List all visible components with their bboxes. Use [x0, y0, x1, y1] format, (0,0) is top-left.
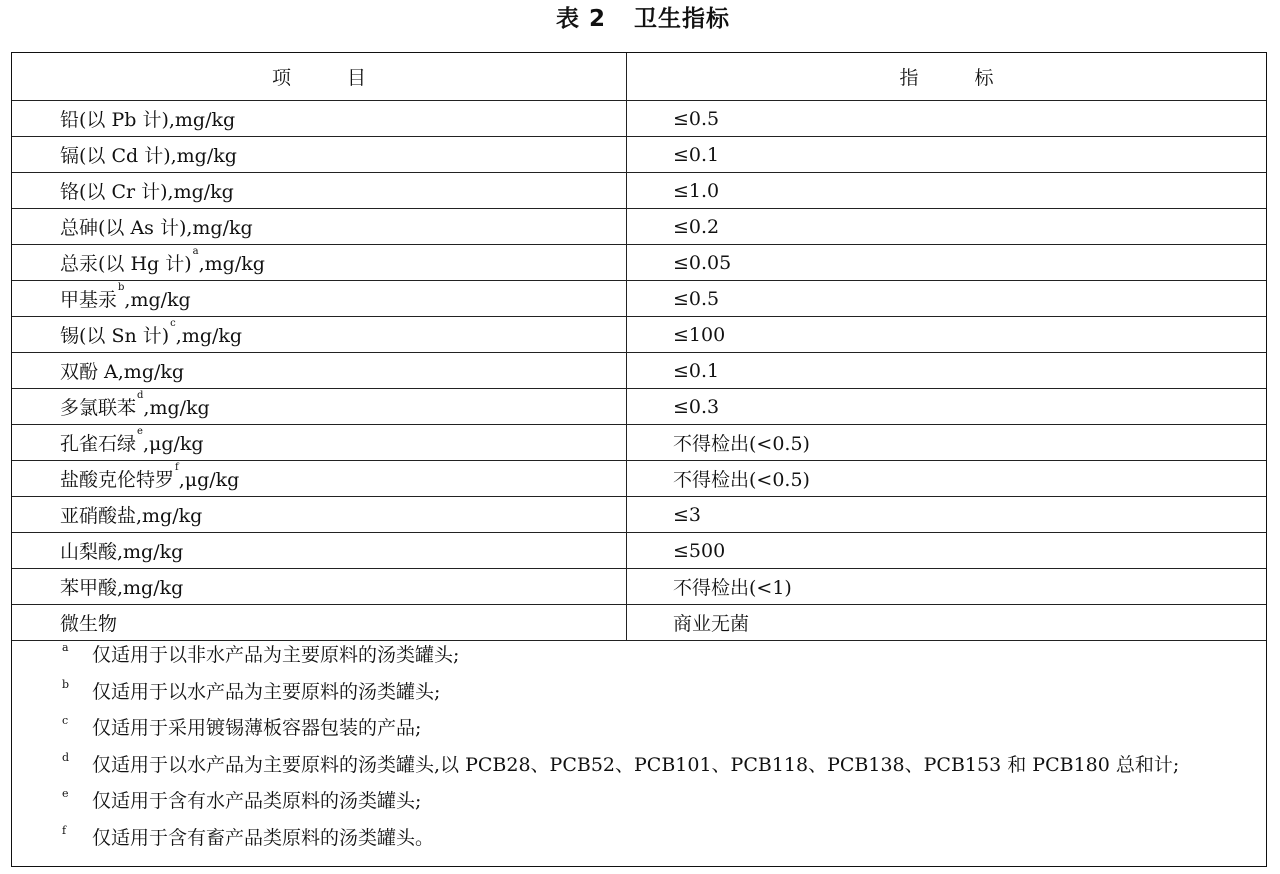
- footnote: [12, 747, 1266, 784]
- indicator-item: 双酚 A,mg/kg: [12, 353, 627, 389]
- footnote: [12, 783, 1266, 820]
- indicator-item: 甲基汞$^b$,mg/kg: [12, 281, 627, 317]
- footnote-mark: d: [62, 750, 70, 764]
- indicator-value: ≤100: [627, 317, 1267, 353]
- footnote-text: 仅适用于以水产品为主要原料的汤类罐头,以 PCB28、PCB52、PCB101、PCB118、PCB138、PCB153 和 PCB180 总和计;: [92, 753, 1180, 776]
- indicator-item: 锡(以 Sn 计)$^c$,mg/kg: [12, 317, 627, 353]
- indicator-value: ≤500: [627, 533, 1267, 569]
- footnote: [12, 637, 1266, 674]
- indicator-item: 总汞(以 Hg 计)$^a$,mg/kg: [12, 245, 627, 281]
- indicator-value: ≤3: [627, 497, 1267, 533]
- indicator-value: 不得检出(<1): [627, 569, 1267, 605]
- indicator-value: 不得检出(<0.5): [627, 425, 1267, 461]
- footnote-text: 仅适用于含有水产品类原料的汤类罐头;: [92, 790, 422, 812]
- footnote-mark: f: [62, 823, 67, 837]
- table-row: [12, 101, 1266, 137]
- footnote-text: 仅适用于以水产品为主要原料的汤类罐头;: [92, 680, 441, 703]
- indicator-item: 亚硝酸盐,mg/kg: [12, 497, 627, 533]
- footnote-mark: a: [62, 641, 69, 654]
- footnote-text: 仅适用于以非水产品为主要原料的汤类罐头;: [92, 644, 460, 666]
- table-row: [12, 317, 1266, 353]
- footnote-ref: c: [170, 318, 176, 329]
- table-row: [12, 425, 1266, 461]
- footnote-mark: e: [62, 787, 69, 800]
- footnote: [12, 820, 1266, 857]
- footnote-text: 仅适用于含有畜产品类原料的汤类罐头。: [92, 826, 435, 849]
- indicator-value: 商业无菌: [627, 605, 1267, 641]
- header-row: [12, 53, 1266, 101]
- indicator-item: 盐酸克伦特罗$^f$,μg/kg: [12, 461, 627, 497]
- indicator-value: ≤0.3: [627, 389, 1267, 425]
- indicator-item: 铬(以 Cr 计),mg/kg: [12, 173, 627, 209]
- indicator-item: 微生物: [12, 605, 627, 641]
- indicator-item: 铅(以 Pb 计),mg/kg: [12, 101, 627, 137]
- footnote-ref: f: [175, 462, 179, 473]
- footnote-ref: b: [118, 282, 125, 293]
- header-value: 指 标: [627, 53, 1267, 101]
- table-title: [0, 3, 1280, 35]
- indicator-item: 多氯联苯$^d$,mg/kg: [12, 389, 627, 425]
- table-row: [12, 461, 1266, 497]
- indicator-value: ≤0.5: [627, 281, 1267, 317]
- header-item: 项 目: [12, 53, 627, 101]
- indicator-item: 孔雀石绿$^e$,μg/kg: [12, 425, 627, 461]
- footnote-mark: b: [62, 677, 70, 691]
- indicator-value: ≤0.05: [627, 245, 1267, 281]
- indicator-value: ≤1.0: [627, 173, 1267, 209]
- indicator-value: ≤0.1: [627, 137, 1267, 173]
- indicator-item: 总砷(以 As 计),mg/kg: [12, 209, 627, 245]
- table-row: [12, 497, 1266, 533]
- table-body: [12, 101, 1266, 641]
- indicator-item: 苯甲酸,mg/kg: [12, 569, 627, 605]
- table-name: 卫生指标: [634, 6, 730, 32]
- footnote: [12, 710, 1266, 747]
- footnotes: [12, 637, 1266, 856]
- footnote-ref: d: [137, 390, 144, 401]
- table-row: [12, 245, 1266, 281]
- indicator-value: 不得检出(<0.5): [627, 461, 1267, 497]
- indicator-value: ≤0.5: [627, 101, 1267, 137]
- table-row: [12, 137, 1266, 173]
- table-row: [12, 389, 1266, 425]
- indicator-value: ≤0.2: [627, 209, 1267, 245]
- table-row: [12, 173, 1266, 209]
- footnote-ref: a: [192, 246, 199, 257]
- hygiene-indicator-table: [11, 52, 1267, 867]
- table-row: [12, 281, 1266, 317]
- table-row: [12, 353, 1266, 389]
- indicator-grid: [12, 53, 1266, 641]
- table-number: 表 2: [555, 6, 606, 32]
- footnote-ref: e: [137, 426, 143, 437]
- footnote: [12, 674, 1266, 711]
- table-row: [12, 533, 1266, 569]
- footnote-mark: c: [62, 714, 69, 727]
- indicator-item: 镉(以 Cd 计),mg/kg: [12, 137, 627, 173]
- footnote-text: 仅适用于采用镀锡薄板容器包装的产品;: [92, 717, 422, 739]
- indicator-value: ≤0.1: [627, 353, 1267, 389]
- indicator-item: 山梨酸,mg/kg: [12, 533, 627, 569]
- table-row: [12, 209, 1266, 245]
- table-row: [12, 569, 1266, 605]
- table-row: [12, 605, 1266, 641]
